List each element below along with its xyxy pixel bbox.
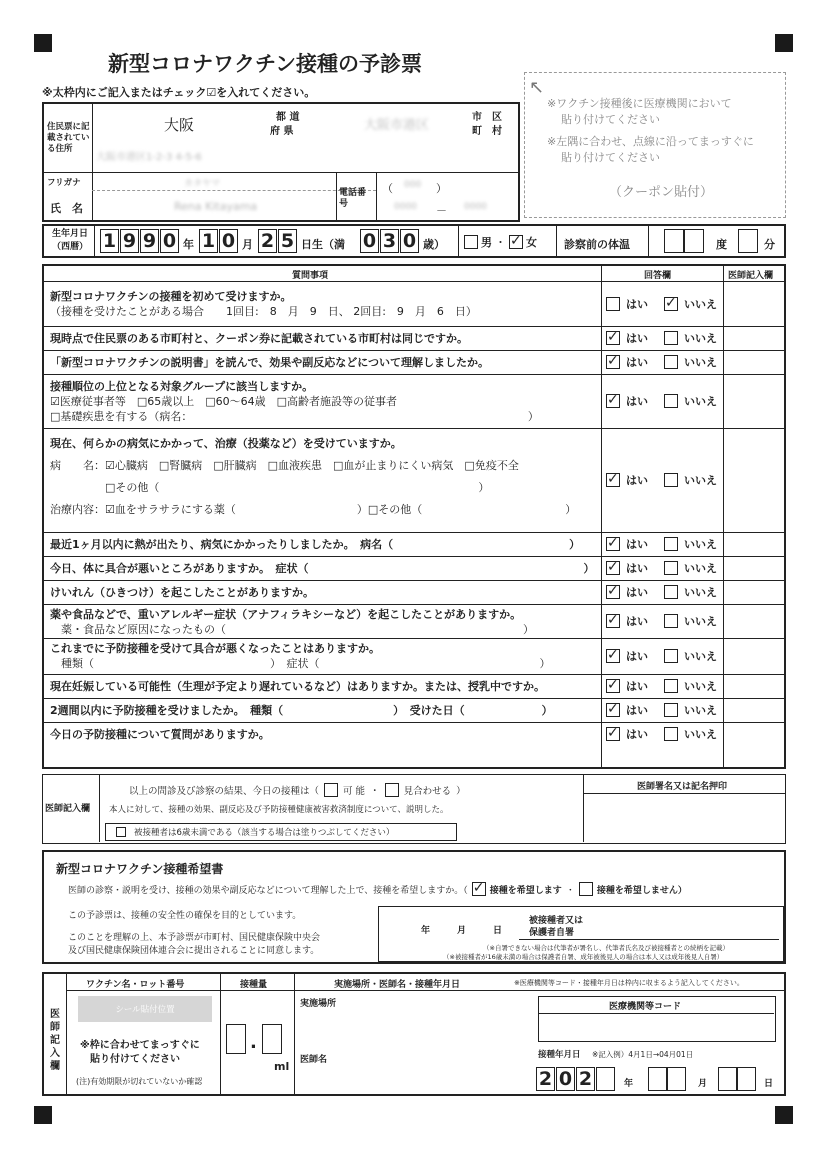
question-text: けいれん（ひきつけ）を起こしたことがありますか。 <box>50 586 314 599</box>
doctor-section: 医師記入欄 以上の問診及び診察の結果、今日の接種は（ 可 能 ・ 見合わせる ） 本人に対して、接種の効果、副反応及び予防接種健康被害救済制度について、説明した。 被接種者は6歳未満である（該当する場合は塗りつぶしてください） 医師署名又は記名押印 <box>42 774 786 844</box>
answer-no <box>664 393 717 409</box>
yes-label: はい <box>626 615 648 628</box>
answer-no <box>664 472 717 488</box>
furigana-value[interactable]: カタヤマ <box>184 179 221 189</box>
answer-yes <box>606 584 648 600</box>
question-text: これまでに予防接種を受けて具合が悪くなったことはありますか。 <box>50 642 380 655</box>
vaccination-record: 医師記入欄 ワクチン名・ロット番号 接種量 実施場所・医師名・接種年月日 ※医療機関等コード・接種年月日は枠内に収まるよう記入してください。 シール貼付位置 ※枠に合わせてまっすぐに 貼り付けてください (注)有効期限が切れていないか確認 . ml 実施場所 医師名 医療機関等コード 接種年月日 ※記入例）4月1日→04月01日 <box>42 972 786 1096</box>
vacc-year-digit-1[interactable]: 2 <box>536 1067 555 1091</box>
not-want-vaccine-checkbox[interactable] <box>579 882 593 896</box>
vacc-day-digit-2[interactable] <box>737 1067 756 1091</box>
question-row <box>44 532 784 556</box>
yes-label: はい <box>626 704 648 717</box>
answer-no <box>664 560 717 576</box>
question-row <box>44 638 784 674</box>
row-divider <box>44 350 784 351</box>
yes-checkbox[interactable] <box>606 703 620 717</box>
answer-no <box>664 648 717 664</box>
no-label: いいえ <box>684 298 717 311</box>
age-digit-2[interactable]: 3 <box>380 229 399 253</box>
no-label: いいえ <box>684 474 717 487</box>
phone-last-value[interactable]: 0000 <box>464 202 487 212</box>
no-checkbox[interactable] <box>664 394 678 408</box>
answer-yes <box>606 560 648 576</box>
answer-yes <box>606 678 648 694</box>
yes-label: はい <box>626 650 648 663</box>
answer-yes <box>606 702 648 718</box>
answer-yes <box>606 354 648 370</box>
no-label: いいえ <box>684 680 717 693</box>
yes-label: はい <box>626 298 648 311</box>
lot-sticker-area[interactable]: シール貼付位置 <box>78 996 212 1022</box>
no-checkbox[interactable] <box>664 473 678 487</box>
answer-yes <box>606 648 648 664</box>
vacc-day-digit-1[interactable] <box>718 1067 737 1091</box>
question-text: 2週間以内に予防接種を受けましたか。 種類（ ） 受けた日（ ） <box>50 704 553 717</box>
question-text: 新型コロナワクチンの接種を初めて受けますか。 <box>50 290 292 303</box>
temp-digit-2[interactable] <box>684 229 704 253</box>
birth-day-digit-2[interactable]: 5 <box>278 229 297 253</box>
no-checkbox[interactable] <box>664 703 678 717</box>
answer-no <box>664 584 717 600</box>
temp-decimal-digit[interactable] <box>738 229 758 253</box>
postpone-checkbox[interactable] <box>385 783 399 797</box>
yes-checkbox[interactable] <box>606 394 620 408</box>
answer-no <box>664 536 717 552</box>
instruction-text: ※太枠内にご記入またはチェック☑を入れてください。 <box>42 86 316 99</box>
question-row <box>44 722 784 746</box>
question-text: 現在妊娠している可能性（生理が予定より遅れているなど）はありますか。または、授乳中ですか。 <box>50 680 545 693</box>
yes-checkbox[interactable] <box>606 614 620 628</box>
row-divider <box>44 580 784 581</box>
question-text: 接種順位の上位となる対象グループに該当しますか。 <box>50 380 314 393</box>
yes-checkbox[interactable] <box>606 561 620 575</box>
no-checkbox[interactable] <box>664 331 678 345</box>
no-label: いいえ <box>684 728 717 741</box>
street-value[interactable]: 大阪市港区1-2-3 4-5-6 <box>96 152 202 163</box>
question-text: 現時点で住民票のある市町村と、クーポン券に記載されている市町村は同じですか。 <box>50 332 468 345</box>
no-checkbox[interactable] <box>664 585 678 599</box>
age-digit-3[interactable]: 0 <box>400 229 419 253</box>
phone-area-value[interactable]: 000 <box>404 180 422 190</box>
coupon-label: （クーポン貼付） <box>609 185 714 200</box>
question-row <box>44 698 784 722</box>
no-label: いいえ <box>684 562 717 575</box>
yes-checkbox[interactable] <box>606 649 620 663</box>
no-checkbox[interactable] <box>664 679 678 693</box>
coupon-area: ↖ ※ワクチン接種後に医療機関において 貼り付けてください ※左隅に合わせ、点線に沿ってまっすぐに 貼り付けてください （クーポン貼付） <box>524 72 786 218</box>
birth-year-digit-4[interactable]: 0 <box>160 229 179 253</box>
name-value[interactable]: Rena Kitayama <box>174 200 258 213</box>
facility-code-box: 医療機関等コード <box>538 996 776 1042</box>
header-doctor: 医師記入欄 <box>728 271 774 281</box>
question-text: □基礎疾患を有する（病名： ） <box>50 410 539 423</box>
possible-checkbox[interactable] <box>324 783 338 797</box>
corner-mark-top-right <box>775 34 793 52</box>
answer-no <box>664 726 717 742</box>
yes-checkbox[interactable] <box>606 585 620 599</box>
yes-checkbox[interactable] <box>606 355 620 369</box>
yes-label: はい <box>626 332 648 345</box>
yes-checkbox[interactable] <box>606 297 620 311</box>
signature-box[interactable]: 年 月 日 被接種者又は 保護者自署 （※自署できない場合は代筆者が署名し、代筆者氏名及び被接種者との続柄を記載） （※被接種者が16歳未満の場合は保護者自署、成年被後見人の場合は本人又は成年後見人自署） <box>378 906 784 962</box>
signature-label: 医師署名又は記名押印 <box>637 782 728 792</box>
question-text: 最近1ヶ月以内に熱が出たり、病気にかかったりしましたか。 病名（ ） <box>50 538 581 551</box>
row-divider <box>44 428 784 429</box>
answer-yes <box>606 330 648 346</box>
phone-mid-value[interactable]: 0000 <box>394 202 417 212</box>
yes-checkbox[interactable] <box>606 727 620 741</box>
place-label: 実施場所 <box>300 999 337 1009</box>
dose-decimal-field[interactable] <box>262 1024 282 1054</box>
row-divider <box>44 604 784 605</box>
answer-yes <box>606 613 648 629</box>
question-row <box>44 350 784 374</box>
age-digit-1[interactable]: 0 <box>360 229 379 253</box>
question-row <box>44 580 784 604</box>
gender-female-checkbox[interactable] <box>509 235 523 249</box>
question-text: 治療内容：☑血をサラサラにする薬（ ）□その他（ ） <box>50 503 577 516</box>
question-text: （接種を受けたことがある場合 1回目: 8 月 9 日、 2回目: 9 月 6 日） <box>50 305 477 318</box>
yes-label: はい <box>626 728 648 741</box>
header-answers: 回答欄 <box>644 271 672 281</box>
question-text: 病 名：☑心臓病 □腎臓病 □肝臓病 □血液疾患 □血が止まりにくい病気 □免疫不全 <box>50 459 519 472</box>
want-vaccine-checkbox[interactable] <box>472 882 486 896</box>
row-divider <box>44 638 784 639</box>
birth-year-digit-3[interactable]: 9 <box>140 229 159 253</box>
question-row <box>44 556 784 580</box>
row-divider <box>44 674 784 675</box>
no-checkbox[interactable] <box>664 355 678 369</box>
no-checkbox[interactable] <box>664 297 678 311</box>
question-row <box>44 428 784 532</box>
wish-section: 新型コロナワクチン接種希望書 医師の診察・説明を受け、接種の効果や副反応などについて理解した上で、接種を希望しますか。（ ✓ 接種を希望します ・ 接種を希望しません） この予診票は、接種の安全性の確保を目的としています。 このことを理解の上、本予診票が市町村、国民健康保険中央会 及び国民健康保険団体連合会に提出されることに同意します。 年 月 日 被接種者又は 保護者自署 （※自署できない場合は代筆者が署名し、代筆者氏名及び被接種者との続柄を記載） （※被接種者が16歳未満の場合は保護者自署、成年被後見人の場合は本人又は成年後見人自署） <box>42 850 786 964</box>
yes-checkbox[interactable] <box>606 537 620 551</box>
temp-digit-1[interactable] <box>664 229 684 253</box>
question-text: ☑医療従事者等 □65歳以上 □60～64歳 □高齢者施設等の従事者 <box>50 395 398 408</box>
yes-checkbox[interactable] <box>606 473 620 487</box>
temperature-label: 診察前の体温 <box>564 238 630 251</box>
question-row <box>44 374 784 428</box>
answer-no <box>664 296 717 312</box>
answer-no <box>664 702 717 718</box>
answer-yes <box>606 536 648 552</box>
question-row <box>44 326 784 350</box>
question-text: 薬や食品などで、重いアレルギー症状（アナフィラキシーなど）を起こしたことがありますか。 <box>50 608 522 621</box>
no-label: いいえ <box>684 650 717 663</box>
header-questions: 質問事項 <box>292 271 329 281</box>
doctor-name-label: 医師名 <box>300 1055 328 1065</box>
birth-day-digit-1[interactable]: 2 <box>258 229 277 253</box>
question-text: 現在、何らかの病気にかかって、治療（投薬など）を受けていますか。 <box>50 437 402 450</box>
answer-no <box>664 678 717 694</box>
no-label: いいえ <box>684 538 717 551</box>
vacc-month-digit-1[interactable] <box>648 1067 667 1091</box>
row-divider <box>44 556 784 557</box>
question-text: 今日の予防接種について質問がありますか。 <box>50 728 270 741</box>
personal-info-box: 住民票に記載されている住所 大阪 都 道 府 県 大阪市港区 市 町 区 村 大阪市港区1-2-3 4-5-6 フリガナ カタヤマ 氏 名 Rena Kitayama 電話番号 （ 000 ） 0000 － 0000 <box>42 102 520 222</box>
birth-year-digit-1[interactable]: 1 <box>100 229 119 253</box>
question-text: □その他（ ） <box>50 481 490 494</box>
dose-integer-field[interactable] <box>226 1024 246 1054</box>
yes-label: はい <box>626 586 648 599</box>
under6-checkbox[interactable] <box>116 827 126 837</box>
no-label: いいえ <box>684 704 717 717</box>
vacc-year-digit-2[interactable]: 0 <box>556 1067 575 1091</box>
question-row <box>44 604 784 638</box>
vacc-month-digit-2[interactable] <box>667 1067 686 1091</box>
question-text: 「新型コロナワクチンの説明書」を読んで、効果や副反応などについて理解しましたか。 <box>50 356 490 369</box>
gender-male-checkbox[interactable] <box>464 235 478 249</box>
arrow-corner-icon: ↖ <box>529 77 545 98</box>
birth-month-digit-1[interactable]: 1 <box>199 229 218 253</box>
question-text: 今日、体に具合が悪いところがありますか。 症状（ ） <box>50 562 595 575</box>
yes-checkbox[interactable] <box>606 679 620 693</box>
no-label: いいえ <box>684 332 717 345</box>
answer-yes <box>606 296 648 312</box>
answer-yes <box>606 726 648 742</box>
yes-label: はい <box>626 562 648 575</box>
birth-year-digit-2[interactable]: 9 <box>120 229 139 253</box>
vacc-year-digit-4[interactable] <box>596 1067 615 1091</box>
no-label: いいえ <box>684 395 717 408</box>
no-label: いいえ <box>684 586 717 599</box>
answer-yes <box>606 393 648 409</box>
answer-no <box>664 613 717 629</box>
yes-label: はい <box>626 356 648 369</box>
answer-no <box>664 330 717 346</box>
yes-label: はい <box>626 538 648 551</box>
yes-label: はい <box>626 395 648 408</box>
question-row <box>44 282 784 326</box>
no-checkbox[interactable] <box>664 561 678 575</box>
answer-yes <box>606 472 648 488</box>
yes-label: はい <box>626 680 648 693</box>
no-label: いいえ <box>684 356 717 369</box>
row-divider <box>44 722 784 723</box>
no-checkbox[interactable] <box>664 537 678 551</box>
yes-label: はい <box>626 474 648 487</box>
birth-month-digit-2[interactable]: 0 <box>219 229 238 253</box>
page-title: 新型コロナワクチン接種の予診票 <box>108 52 422 76</box>
question-text: 種類（ ） 症状（ ） <box>50 657 551 670</box>
corner-mark-top-left <box>34 34 52 52</box>
wish-title: 新型コロナワクチン接種希望書 <box>56 862 224 876</box>
prefecture-value[interactable]: 大阪 <box>164 116 195 134</box>
row-divider <box>44 374 784 375</box>
answer-no <box>664 354 717 370</box>
no-checkbox[interactable] <box>664 614 678 628</box>
no-checkbox[interactable] <box>664 649 678 663</box>
no-label: いいえ <box>684 615 717 628</box>
row-divider <box>44 532 784 533</box>
no-checkbox[interactable] <box>664 727 678 741</box>
corner-mark-bottom-left <box>34 1106 52 1124</box>
yes-checkbox[interactable] <box>606 331 620 345</box>
question-text: 薬・食品など原因になったもの（ ） <box>50 623 534 636</box>
question-row <box>44 674 784 698</box>
row-divider <box>44 698 784 699</box>
corner-mark-bottom-right <box>775 1106 793 1124</box>
city-value[interactable]: 大阪市港区 <box>364 118 430 133</box>
address-label: 住民票に記載されている住所 <box>47 122 90 154</box>
row-divider <box>44 326 784 327</box>
vacc-year-digit-3[interactable]: 2 <box>576 1067 595 1091</box>
birth-row: 生年月日（西暦） <box>42 224 786 258</box>
